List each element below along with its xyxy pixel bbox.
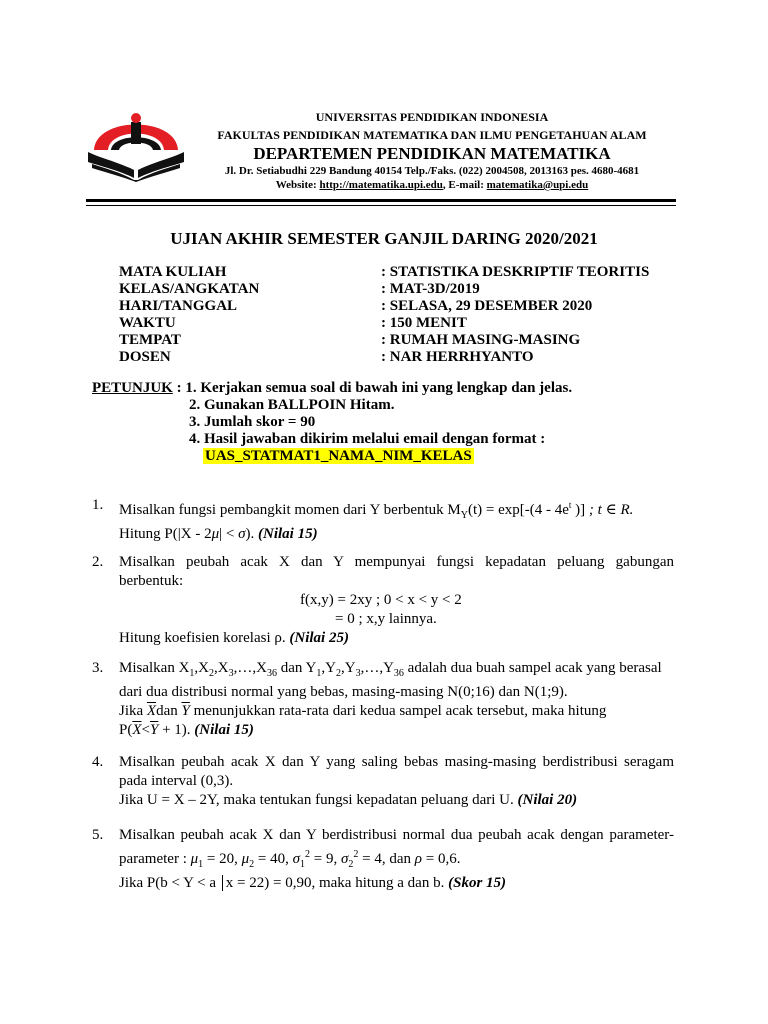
faculty-name: FAKULTAS PENDIDIKAN MATEMATIKA DAN ILMU PENGETAHUAN ALAM (217, 128, 647, 142)
instructions: PETUNJUK : 1. Kerjakan semua soal di bawah ini yang lengkap dan jelas. (92, 380, 573, 396)
university-logo (84, 108, 188, 182)
email-link[interactable]: matematika@upi.edu (486, 179, 589, 191)
score: (Nilai 20) (517, 792, 578, 808)
address: Jl. Dr. Setiabudhi 229 Bandung 40154 Telp./Faks. (022) 2004508, 2013163 pes. 4680-4681 (224, 165, 640, 177)
instruction-item: 1. Kerjakan semua soal di bawah ini yang lengkap dan jelas. (185, 380, 573, 396)
university-name: UNIVERSITAS PENDIDIKAN INDONESIA (315, 110, 549, 124)
score: (Nilai 15) (194, 722, 254, 738)
score: (Skor 15) (448, 875, 507, 891)
contact-line: Website: http://matematika.upi.edu, E-mail: matematika@upi.edu (275, 179, 589, 191)
department-name: DEPARTEMEN PENDIDIKAN MATEMATIKA (253, 144, 611, 163)
instruction-item: 4. Hasil jawaban dikirim melalui email dengan format : (189, 431, 546, 447)
score: (Nilai 25) (289, 630, 349, 646)
filename-format: UAS_STATMAT1_NAMA_NIM_KELAS (205, 448, 472, 464)
header-rule-thin (86, 205, 676, 206)
instruction-item: 2. Gunakan BALLPOIN Hitam. (189, 397, 395, 413)
website-link[interactable]: http://matematika.upi.edu (319, 179, 443, 191)
score: (Nilai 15) (258, 526, 318, 542)
instruction-item: 3. Jumlah skor = 90 (189, 414, 316, 430)
exam-title: UJIAN AKHIR SEMESTER GANJIL DARING 2020/2021 (170, 229, 598, 248)
header-rule-thick (86, 199, 676, 202)
instructions-label: PETUNJUK (92, 380, 173, 396)
